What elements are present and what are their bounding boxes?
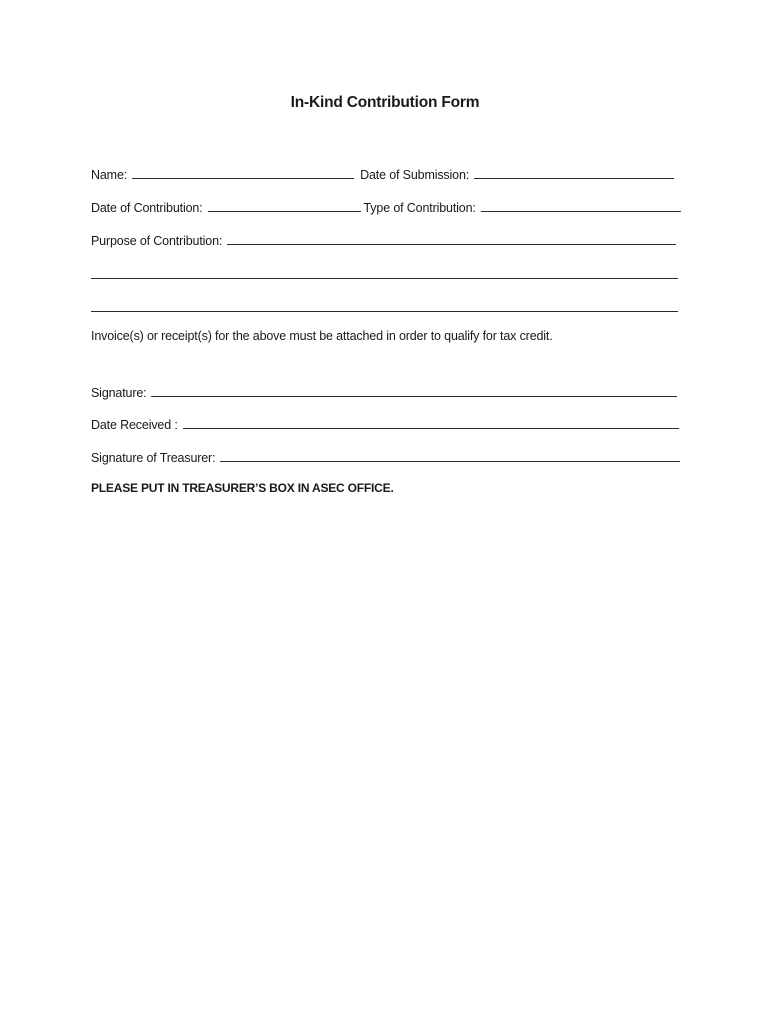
purpose-field[interactable] bbox=[227, 230, 676, 245]
date-received-row bbox=[91, 412, 679, 432]
purpose-continuation-field-2[interactable] bbox=[91, 297, 678, 312]
signature-label: Signature: bbox=[91, 386, 147, 400]
submission-date-field[interactable] bbox=[474, 164, 674, 179]
contribution-type-field[interactable] bbox=[481, 197, 681, 212]
purpose-row bbox=[91, 228, 676, 248]
name-label: Name: bbox=[91, 168, 128, 182]
name-field[interactable] bbox=[132, 164, 354, 179]
purpose-continuation-field-1[interactable] bbox=[91, 264, 678, 279]
submission-date-label: Date of Submission: bbox=[360, 168, 470, 182]
form-title: In-Kind Contribution Form bbox=[290, 94, 480, 111]
purpose-continuation-row-2 bbox=[91, 295, 678, 315]
contribution-date-type-row bbox=[91, 195, 681, 215]
contribution-type-label: Type of Contribution: bbox=[363, 201, 476, 215]
signature-row bbox=[91, 380, 677, 400]
date-received-label: Date Received : bbox=[91, 418, 178, 432]
treasurer-signature-row bbox=[91, 445, 680, 465]
purpose-continuation-row-1 bbox=[91, 262, 678, 282]
attachment-note: Invoice(s) or receipt(s) for the above must be attached in order to qualify for tax credit. bbox=[91, 329, 553, 343]
name-submission-row bbox=[91, 162, 681, 182]
contribution-date-field[interactable] bbox=[208, 197, 361, 212]
purpose-label: Purpose of Contribution: bbox=[91, 234, 223, 248]
contribution-date-label: Date of Contribution: bbox=[91, 201, 203, 215]
submission-instruction: PLEASE PUT IN TREASURER’S BOX IN ASEC OFFICE. bbox=[91, 481, 394, 495]
treasurer-signature-label: Signature of Treasurer: bbox=[91, 451, 216, 465]
treasurer-signature-field[interactable] bbox=[220, 447, 680, 462]
signature-field[interactable] bbox=[151, 382, 677, 397]
date-received-field[interactable] bbox=[183, 414, 679, 429]
